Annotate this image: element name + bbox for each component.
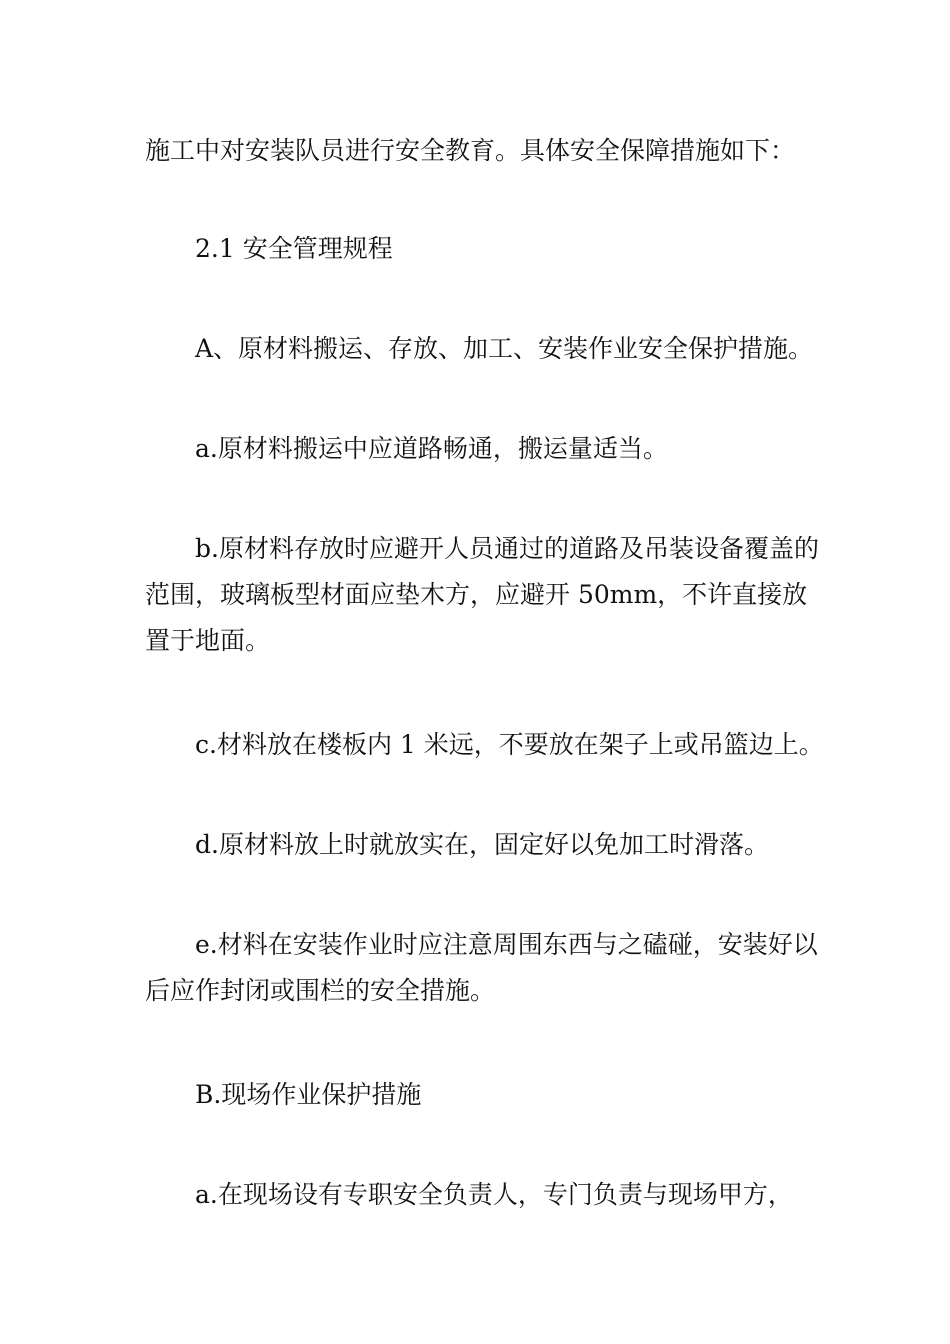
list-item-a: a.原材料搬运中应道路畅通，搬运量适当。 [195,434,668,463]
subsection-heading-a: A、原材料搬运、存放、加工、安装作业安全保护措施。 [195,334,814,363]
list-item-b: b.原材料存放时应避开人员通过的道路及吊装设备覆盖的范围，玻璃板型材面应垫木方，应避开 50mm，不许直接放置于地面。 [145,534,819,655]
list-item-c: c.材料放在楼板内 1 米远，不要放在架子上或吊篮边上。 [195,730,824,759]
subsection-heading-b: B.现场作业保护措施 [195,1080,422,1109]
list-item-b-a: a.在现场设有专职安全负责人，专门负责与现场甲方， [195,1180,793,1209]
paragraph-intro: 施工中对安装队员进行安全教育。具体安全保障措施如下： [145,136,796,165]
section-heading-2-1: 2.1 安全管理规程 [195,234,393,263]
list-item-d: d.原材料放上时就放实在，固定好以免加工时滑落。 [195,830,769,859]
list-item-e: e.材料在安装作业时应注意周围东西与之磕碰，安装好以后应作封闭或围栏的安全措施。 [145,930,818,1005]
